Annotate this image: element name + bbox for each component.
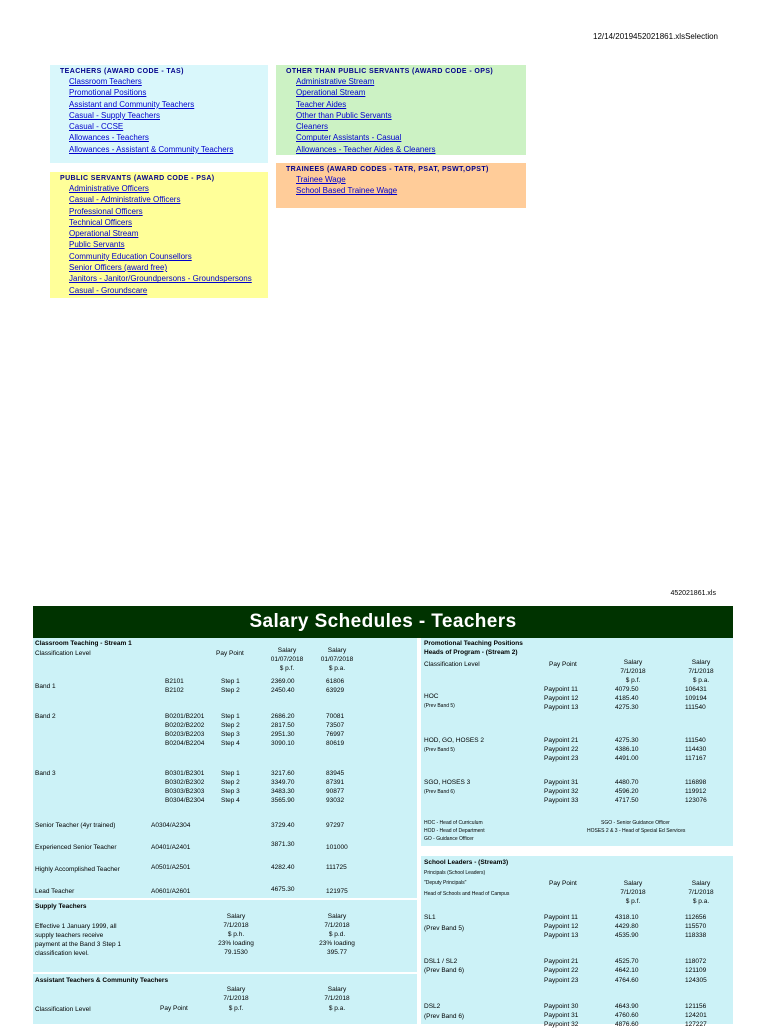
promo-classification-label: Classification Level — [424, 661, 480, 668]
assistant-classification-label: Classification Level — [35, 1006, 91, 1013]
stream1-col2-head-1: Salary — [327, 647, 347, 654]
table-cell: A0501/A2501 — [151, 864, 191, 871]
table-cell: 3565.90 — [271, 797, 295, 804]
link-casual-administrative-officers[interactable]: Casual - Administrative Officers — [69, 195, 181, 205]
promo-subtitle: Heads of Program - (Stream 2) — [424, 649, 518, 656]
stream1-panel — [33, 638, 417, 898]
table-cell: $ p.f. — [625, 898, 641, 905]
table-cell: $ p.f. — [625, 677, 641, 684]
stream1-classification-label: Classification Level — [35, 650, 91, 657]
link-other-than-public-servants[interactable]: Other than Public Servants — [296, 110, 392, 120]
link-casual-supply-teachers[interactable]: Casual - Supply Teachers — [69, 110, 161, 120]
table-cell: 7/1/2018 — [223, 922, 249, 929]
table-cell: 2951.30 — [271, 731, 295, 738]
sheet-banner-title: Salary Schedules - Teachers — [33, 606, 733, 638]
table-cell: Paypoint 21 — [544, 737, 579, 744]
table-cell: 4185.40 — [615, 695, 639, 702]
table-cell: 7/1/2018 — [223, 995, 249, 1002]
table-cell: 127227 — [685, 1021, 707, 1028]
table-cell: 3483.30 — [271, 788, 295, 795]
table-cell: Step 2 — [221, 779, 240, 786]
table-cell: 90877 — [326, 788, 345, 795]
link-operational-stream[interactable]: Operational Stream — [69, 229, 139, 239]
table-cell: 7/1/2018 — [688, 668, 714, 675]
hod-sub: (Prev Band 5) — [424, 747, 455, 753]
table-cell: Paypoint 30 — [544, 1003, 579, 1010]
table-cell: 23% loading — [319, 940, 355, 947]
table-cell: 3090.10 — [271, 740, 295, 747]
table-cell: Salary — [327, 913, 347, 920]
stream1-col1-head-1: Salary — [277, 647, 297, 654]
stream1-col1-head-2: 01/07/2018 — [270, 656, 304, 663]
link-allowances-assistant-community[interactable]: Allowances - Assistant & Community Teachers — [69, 144, 234, 154]
stream1-paypoint-label: Pay Point — [216, 650, 244, 657]
table-cell: $ p.a. — [692, 677, 710, 684]
promo-title: Promotional Teaching Positions — [424, 640, 523, 647]
table-cell: Paypoint 33 — [544, 797, 579, 804]
dsl2-sub: (Prev Band 6) — [424, 1013, 465, 1020]
highly-accomplished-teacher-label: Highly Accomplished Teacher — [35, 866, 120, 873]
link-public-servants[interactable]: Public Servants — [69, 240, 125, 250]
table-cell: 2450.40 — [271, 687, 295, 694]
table-cell: 93032 — [326, 797, 345, 804]
assistant-title: Assistant Teachers & Community Teachers — [35, 977, 169, 984]
table-cell: 4525.70 — [615, 958, 639, 965]
table-cell: B2102 — [165, 687, 184, 694]
table-cell: Paypoint 22 — [544, 967, 579, 974]
table-cell: 4275.30 — [615, 737, 639, 744]
stream1-col2-head-3: $ p.a. — [328, 665, 346, 672]
table-cell: A0401/A2401 — [151, 844, 191, 851]
table-cell: 116898 — [685, 779, 707, 786]
supply-text-3: payment at the Band 3 Step 1 — [35, 941, 122, 948]
table-cell: Salary — [691, 659, 711, 666]
table-cell: 3349.70 — [271, 779, 295, 786]
table-cell: 61806 — [326, 678, 345, 685]
table-cell: 23% loading — [218, 940, 254, 947]
table-cell: Step 3 — [221, 788, 240, 795]
promotional-panel — [421, 638, 733, 846]
sgo-sub: (Prev Band 6) — [424, 789, 455, 795]
table-cell: 4675.30 — [271, 886, 295, 893]
table-cell: Step 1 — [221, 770, 240, 777]
table-cell: Paypoint 32 — [544, 1021, 579, 1028]
note-hod: HOD - Head of Department — [424, 828, 485, 834]
stream1-title: Classroom Teaching - Stream 1 — [35, 640, 132, 647]
band3-label: Band 3 — [35, 770, 56, 777]
table-cell: 79.1530 — [224, 949, 248, 956]
leaders-sub-1: Principals (School Leaders) — [424, 870, 486, 876]
lead-teacher-label: Lead Teacher — [35, 888, 75, 895]
table-cell: Paypoint 21 — [544, 958, 579, 965]
link-community-education-counsellors[interactable]: Community Education Counsellors — [69, 251, 192, 261]
salary-sheet — [33, 606, 733, 1028]
table-cell: B0302/B2302 — [165, 779, 205, 786]
table-cell: Step 2 — [221, 687, 240, 694]
link-allowances-teachers[interactable]: Allowances - Teachers — [69, 133, 149, 143]
promo-paypoint-label: Pay Point — [549, 661, 577, 668]
table-cell: 4275.30 — [615, 704, 639, 711]
band2-label: Band 2 — [35, 713, 56, 720]
table-cell: 4643.90 — [615, 1003, 639, 1010]
table-cell: 4079.50 — [615, 686, 639, 693]
table-cell: 121156 — [685, 1003, 707, 1010]
table-cell: Salary — [327, 986, 347, 993]
link-casual-ccse[interactable]: Casual - CCSE — [69, 122, 124, 132]
table-cell: 3217.60 — [271, 770, 295, 777]
table-cell: Salary — [691, 880, 711, 887]
table-cell: Paypoint 12 — [544, 695, 579, 702]
table-cell: 7/1/2018 — [620, 668, 646, 675]
table-cell: 2817.50 — [271, 722, 295, 729]
supply-text-2: supply teachers receive — [35, 932, 104, 939]
table-cell: 76997 — [326, 731, 345, 738]
table-cell: 123076 — [685, 797, 707, 804]
table-cell: 4282.40 — [271, 864, 295, 871]
band1-label: Band 1 — [35, 683, 56, 690]
table-cell: B2101 — [165, 678, 184, 685]
dsl1-label: DSL1 / SL2 — [424, 958, 458, 965]
note-hoses: HOSES 2 & 3 - Head of Special Ed Services — [587, 828, 686, 834]
sl1-label: SL1 — [424, 914, 436, 921]
table-cell: 70081 — [326, 713, 345, 720]
table-cell: Step 1 — [221, 713, 240, 720]
table-cell: 4535.90 — [615, 932, 639, 939]
table-cell: 121109 — [685, 967, 707, 974]
table-cell: Paypoint 11 — [544, 686, 578, 693]
table-cell: 4642.10 — [615, 967, 639, 974]
table-cell: $ p.d. — [328, 931, 346, 938]
teachers-box-title: TEACHERS (AWARD CODE - TAS) — [60, 68, 184, 75]
table-cell: A0601/A2601 — [151, 888, 191, 895]
link-promotional-positions[interactable]: Promotional Positions — [69, 88, 147, 98]
hoc-label: HOC — [424, 693, 439, 700]
table-cell: 7/1/2018 — [688, 889, 714, 896]
link-school-based-trainee-wage[interactable]: School Based Trainee Wage — [296, 186, 398, 196]
table-cell: Salary — [623, 659, 643, 666]
table-cell: Step 4 — [221, 740, 240, 747]
table-cell: 97297 — [326, 822, 345, 829]
link-classroom-teachers[interactable]: Classroom Teachers — [69, 77, 142, 86]
hoc-sub: (Prev Band 5) — [424, 703, 455, 709]
table-cell: 7/1/2018 — [620, 889, 646, 896]
table-cell: Paypoint 31 — [544, 779, 579, 786]
hod-label: HOD, GO, HOSES 2 — [424, 737, 484, 744]
table-cell: 4764.60 — [615, 977, 639, 984]
trainees-links-box — [276, 163, 526, 208]
table-cell: Step 1 — [221, 678, 240, 685]
table-cell: Paypoint 32 — [544, 788, 579, 795]
sl1-sub: (Prev Band 5) — [424, 925, 465, 932]
table-cell: 111540 — [685, 737, 706, 744]
table-cell: Salary — [623, 880, 643, 887]
table-cell: 111540 — [685, 704, 706, 711]
table-cell: 118072 — [685, 958, 707, 965]
link-allowances-teacher-aides-cleaners[interactable]: Allowances - Teacher Aides & Cleaners — [296, 144, 436, 154]
table-cell: 109194 — [685, 695, 707, 702]
table-cell: 115570 — [685, 923, 707, 930]
table-cell: B0201/B2201 — [165, 713, 205, 720]
senior-teacher-label: Senior Teacher (4yr trained) — [35, 822, 116, 829]
table-cell: 111725 — [326, 864, 347, 871]
table-cell: Paypoint 23 — [544, 755, 579, 762]
public-servants-box-title: PUBLIC SERVANTS (AWARD CODE - PSA) — [60, 175, 215, 182]
dsl2-label: DSL2 — [424, 1003, 441, 1010]
table-cell: 3871.30 — [271, 841, 295, 848]
file-header: 12/14/2019452021861.xlsSelection — [593, 32, 718, 41]
note-hoc: HOC - Head of Curriculum — [424, 820, 483, 826]
leaders-title: School Leaders - (Stream3) — [424, 859, 509, 866]
school-leaders-panel — [421, 856, 733, 1028]
dsl1-sub: (Prev Band 6) — [424, 967, 465, 974]
experienced-senior-teacher-label: Experienced Senior Teacher — [35, 844, 117, 851]
table-cell: A0304/A2304 — [151, 822, 191, 829]
other-than-public-servants-links-box — [276, 65, 526, 155]
link-administrative-officers[interactable]: Administrative Officers — [69, 184, 149, 193]
table-cell: 4717.50 — [615, 797, 639, 804]
table-cell: 124201 — [685, 1012, 707, 1019]
table-cell: 3729.40 — [271, 822, 295, 829]
table-cell: 101000 — [326, 844, 348, 851]
table-cell: Paypoint 13 — [544, 932, 579, 939]
table-cell: 106431 — [685, 686, 707, 693]
table-cell: 63929 — [326, 687, 345, 694]
table-cell: 2369.00 — [271, 678, 295, 685]
link-administrative-stream[interactable]: Administrative Stream — [296, 77, 375, 86]
table-cell: B0204/B2204 — [165, 740, 205, 747]
link-ops-operational-stream[interactable]: Operational Stream — [296, 88, 366, 98]
table-cell: 114430 — [685, 746, 707, 753]
teachers-links-box — [50, 65, 268, 163]
table-cell: 73507 — [326, 722, 345, 729]
table-cell: 4429.80 — [615, 923, 639, 930]
table-cell: 4386.10 — [615, 746, 639, 753]
supply-teachers-panel — [33, 900, 417, 972]
table-cell: 119912 — [685, 788, 707, 795]
public-servants-links-box — [50, 172, 268, 298]
table-cell: 124305 — [685, 977, 707, 984]
sgo-label: SGO, HOSES 3 — [424, 779, 471, 786]
table-cell: Paypoint 31 — [544, 1012, 579, 1019]
sheet-filename: 452021861.xls — [670, 590, 716, 597]
table-cell: B0202/B2202 — [165, 722, 205, 729]
link-assistant-community-teachers[interactable]: Assistant and Community Teachers — [69, 99, 195, 109]
table-cell: Paypoint 12 — [544, 923, 579, 930]
table-cell: Paypoint 13 — [544, 704, 579, 711]
assistant-teachers-panel — [33, 974, 417, 1024]
leaders-sub-3: Head of Schools and Head of Campus — [424, 891, 510, 897]
table-cell: $ p.a. — [692, 898, 710, 905]
link-senior-officers[interactable]: Senior Officers (award free) — [69, 263, 168, 273]
note-go: GO - Guidance Officer — [424, 836, 474, 842]
table-cell: $ p.h. — [227, 931, 245, 938]
table-cell: 117167 — [685, 755, 707, 762]
stream1-col2-head-2: 01/07/2018 — [320, 656, 354, 663]
link-technical-officers[interactable]: Technical Officers — [69, 217, 132, 227]
table-cell: B0303/B2303 — [165, 788, 205, 795]
table-cell: Salary — [226, 986, 246, 993]
supply-text-1: Effective 1 January 1999, all — [35, 923, 117, 930]
ops-box-title: OTHER THAN PUBLIC SERVANTS (AWARD CODE - OPS) — [286, 68, 494, 75]
link-cleaners[interactable]: Cleaners — [296, 122, 329, 132]
table-cell: 80619 — [326, 740, 345, 747]
table-cell: 4876.60 — [615, 1021, 639, 1028]
table-cell: 121975 — [326, 888, 348, 895]
table-cell: Step 4 — [221, 797, 240, 804]
table-cell: 2686.20 — [271, 713, 295, 720]
table-cell: 4491.00 — [615, 755, 639, 762]
table-cell: 7/1/2018 — [324, 995, 350, 1002]
stream1-col1-head-3: $ p.f. — [279, 665, 295, 672]
table-cell: 87391 — [326, 779, 345, 786]
table-cell: 118338 — [685, 932, 707, 939]
table-cell: 4318.10 — [615, 914, 639, 921]
table-cell: 83945 — [326, 770, 345, 777]
table-cell: 4760.60 — [615, 1012, 639, 1019]
table-cell: 4596.20 — [615, 788, 639, 795]
link-computer-assistants-casual[interactable]: Computer Assistants - Casual — [296, 133, 402, 143]
note-sgo: SGO - Senior Guidance Officer — [601, 820, 670, 826]
link-trainee-wage[interactable]: Trainee Wage — [296, 175, 346, 184]
table-cell: Step 3 — [221, 731, 240, 738]
table-cell: 4480.70 — [615, 779, 639, 786]
table-cell: B0301/B2301 — [165, 770, 205, 777]
table-cell: 395.77 — [327, 949, 347, 956]
link-casual-groundscare[interactable]: Casual - Groundscare — [69, 285, 148, 295]
trainees-box-title: TRAINEES (AWARD CODES - TATR, PSAT, PSWT,OPST) — [286, 166, 489, 173]
link-professional-officers[interactable]: Professional Officers — [69, 206, 143, 216]
assistant-paypoint-label: Pay Point — [160, 1005, 188, 1012]
table-cell: B0203/B2203 — [165, 731, 205, 738]
table-cell: $ p.a. — [328, 1005, 346, 1012]
link-teacher-aides[interactable]: Teacher Aides — [296, 99, 347, 109]
table-cell: 112656 — [685, 914, 707, 921]
table-cell: $ p.f. — [228, 1005, 244, 1012]
table-cell: Salary — [226, 913, 246, 920]
table-cell: B0304/B2304 — [165, 797, 205, 804]
table-cell: Paypoint 22 — [544, 746, 579, 753]
table-cell: Step 2 — [221, 722, 240, 729]
leaders-sub-2: "Deputy Principals" — [424, 880, 467, 886]
table-cell: Paypoint 23 — [544, 977, 579, 984]
table-cell: Paypoint 11 — [544, 914, 578, 921]
leaders-paypoint-label: Pay Point — [549, 880, 577, 887]
link-janitors-groundspersons[interactable]: Janitors - Janitor/Groundpersons - Groundspersons — [69, 274, 252, 284]
supply-text-4: classification level. — [35, 950, 89, 957]
supply-title: Supply Teachers — [35, 903, 87, 910]
table-cell: 7/1/2018 — [324, 922, 350, 929]
